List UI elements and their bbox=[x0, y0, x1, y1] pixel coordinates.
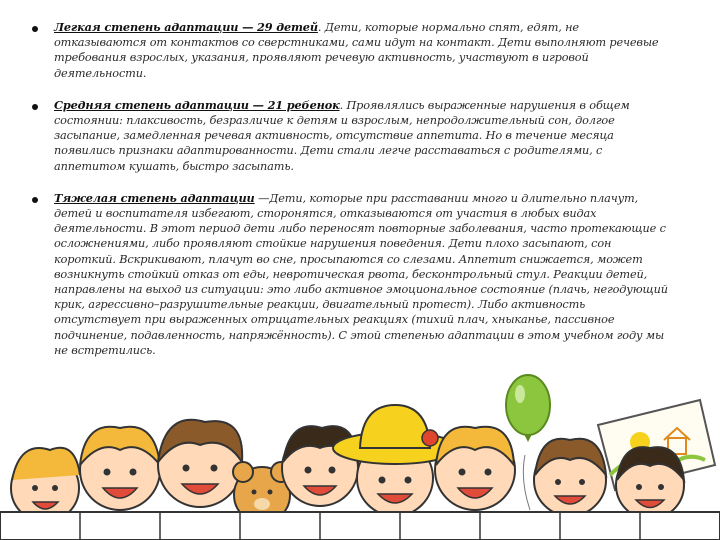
severe-adaptation-description: —Дети, которые при расставании много и длительно плачут, детей и воспитателя избегают, сторонятся, отказываются от участия в любых видах деятельности. В этот период дети либо переносят повторные заболевания, часто протекающие с осложнениями, либо проявляют стойкие нарушения поведения. Дети плохо засыпают, сон короткий. Вскрикивают, плачут во сне, просыпаются со слезами. Аппетит снижается, может возникнуть стойкий отказ от еды, невротическая рвота, бесконтрольный стул. Реакции детей, направлены на выход из ситуации: это либо активное эмоциональное состояние (плачь, негодующий крик, агрессивно–разрушительные реакции, двигательный протест). Либо активность отсутствует при выраженных отрицательных реакциях (тихий плач, хныканье, пассивное подчинение, подавленность, напряжённость). С этой степенью адаптации в этом учебном году мы не встретились. bbox=[54, 191, 668, 357]
bullet-text bbox=[54, 20, 670, 81]
medium-adaptation-description: . Проявлялись выраженные нарушения в общем состоянии: плаксивость, безразличие к детям и взрослым, непродолжительный сон, долгое засыпание, замедленная речевая активность, отсутствие аппетита. Но в течение месяца появились признаки адаптированности. Дети стали легче расставаться с родителями, с аппетитом кушать, быстро засыпать. bbox=[54, 98, 630, 173]
bullet-item-mild bbox=[30, 20, 670, 81]
bullet-text bbox=[54, 191, 670, 358]
severe-adaptation-term: Тяжелая степень адаптации bbox=[54, 190, 255, 205]
children-illustration bbox=[0, 370, 720, 540]
bullet-list bbox=[30, 20, 670, 375]
child-face-3 bbox=[158, 420, 242, 507]
child-face-1 bbox=[11, 448, 80, 522]
mild-adaptation-description: . Дети, которые нормально спят, едят, не отказываются от контактов со сверстниками, сами идут на контакт. Дети выполняют речевые требования взрослых, указания, проявляют речевую активность, участвуют в игровой деятельности. bbox=[54, 21, 659, 80]
child-face-5 bbox=[435, 427, 515, 510]
bullet-dot bbox=[32, 104, 38, 110]
child-face-7 bbox=[616, 447, 684, 519]
medium-adaptation-term: Средняя степень адаптации — 21 ребенок bbox=[54, 97, 340, 112]
mild-adaptation-term: Легкая степень адаптации — 29 детей bbox=[54, 20, 318, 34]
child-face-6 bbox=[534, 439, 606, 516]
child-face-2 bbox=[80, 427, 160, 510]
bullet-dot bbox=[32, 26, 38, 32]
fence bbox=[0, 512, 720, 540]
bullet-item-severe bbox=[30, 191, 670, 358]
bullet-text bbox=[54, 98, 670, 174]
bullet-dot bbox=[32, 197, 38, 203]
bullet-item-medium bbox=[30, 98, 670, 174]
